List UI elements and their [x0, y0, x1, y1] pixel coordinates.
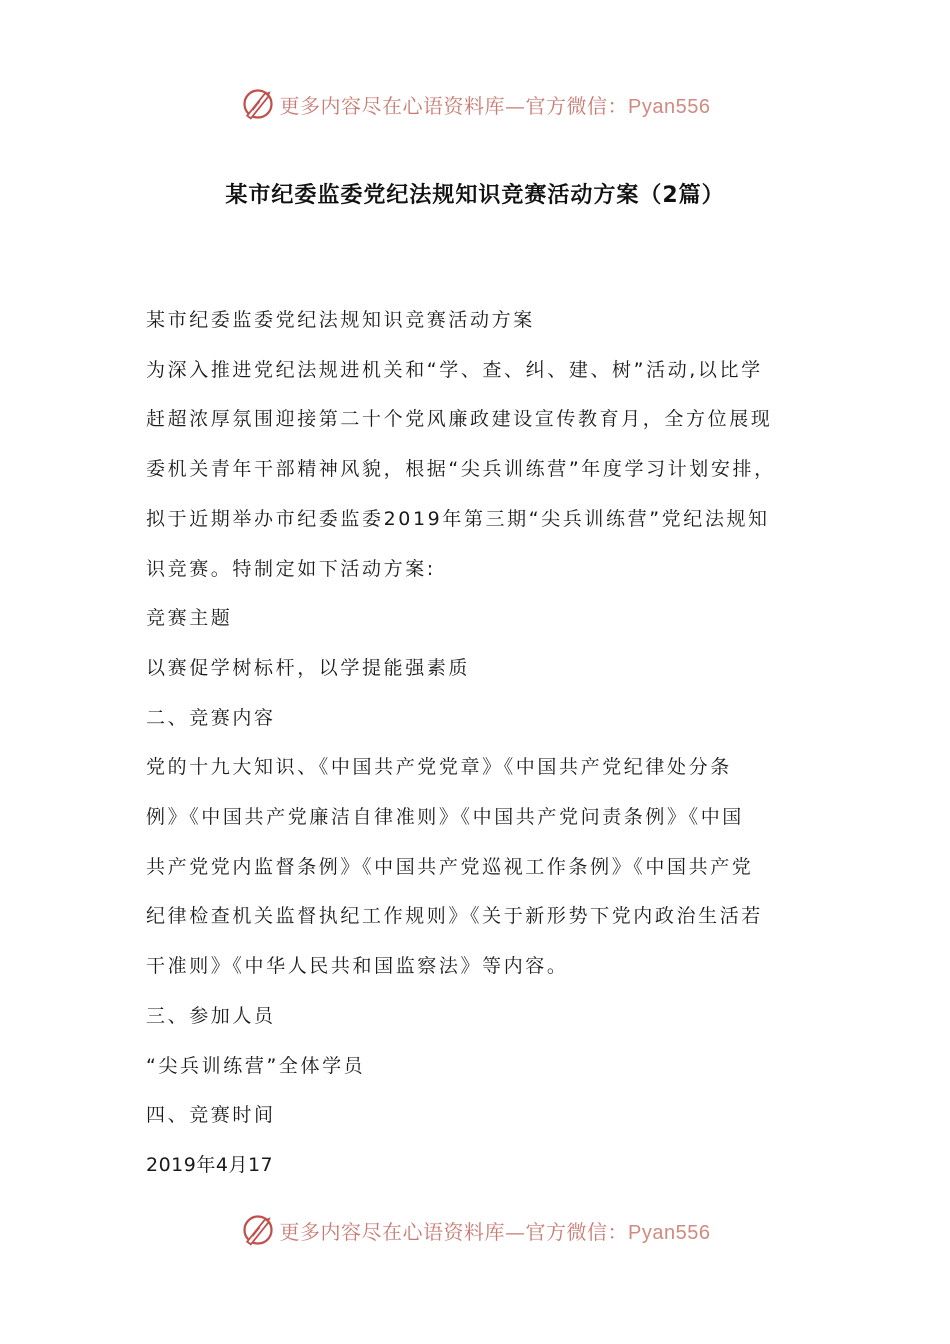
watermark-separator: — [505, 1219, 526, 1244]
pen-logo-icon [240, 86, 276, 122]
section-heading: 四、竞赛时间 [146, 1104, 276, 1127]
body-line: 例》《中国共产党廉洁自律准则》《中国共产党问责条例》《中国 [146, 806, 744, 829]
watermark-separator: — [505, 93, 526, 118]
watermark-text-line [280, 1216, 711, 1245]
pen-logo-icon [240, 1212, 276, 1248]
watermark-header [0, 82, 950, 126]
watermark-wechat-id: Pyan556 [628, 1221, 711, 1244]
body-line: 纪律检查机关监督执纪工作规则》《关于新形势下党内政治生活若 [146, 905, 763, 928]
section-heading: 竞赛主题 [146, 607, 233, 630]
watermark-label: 官方微信： [525, 93, 629, 118]
body-line: 赶超浓厚氛围迎接第二十个党风廉政建设宣传教育月，全方位展现 [146, 408, 773, 431]
watermark-label: 官方微信： [525, 1219, 629, 1244]
watermark-text-line [280, 90, 711, 119]
section-heading: 二、竞赛内容 [146, 706, 276, 729]
body-line: 以赛促学树标杆，以学提能强素质 [146, 656, 471, 679]
body-line: 党的十九大知识、《中国共产党党章》《中国共产党纪律处分条 [146, 756, 732, 779]
body-line: 委机关青年干部精神风貌，根据“尖兵训练营”年度学习计划安排， [146, 458, 776, 481]
body-line: “尖兵训练营”全体学员 [146, 1054, 366, 1077]
body-line: 为深入推进党纪法规进机关和“学、查、纠、建、树”活动,以比学 [146, 358, 763, 381]
body-line: 拟于近期举办市纪委监委2019年第三期“尖兵训练营”党纪法规知 [146, 507, 770, 530]
body-line: 共产党党内监督条例》《中国共产党巡视工作条例》《中国共产党 [146, 855, 754, 878]
watermark-wechat-id: Pyan556 [628, 95, 711, 118]
body-line: 某市纪委监委党纪法规知识竞赛活动方案 [146, 309, 535, 331]
body-line: 2019年4月17 [146, 1153, 274, 1176]
body-line: 干准则》《中华人民共和国监察法》等内容。 [146, 955, 569, 978]
watermark-footer [0, 1208, 950, 1252]
section-heading: 三、参加人员 [146, 1004, 276, 1027]
watermark-text: 更多内容尽在心语资料库 [279, 1219, 506, 1244]
watermark-text: 更多内容尽在心语资料库 [279, 93, 506, 118]
body-line: 识竞赛。特制定如下活动方案: [146, 557, 436, 580]
page-title: 某市纪委监委党纪法规知识竞赛活动方案（2篇） [225, 183, 725, 208]
document-body [146, 296, 810, 1191]
